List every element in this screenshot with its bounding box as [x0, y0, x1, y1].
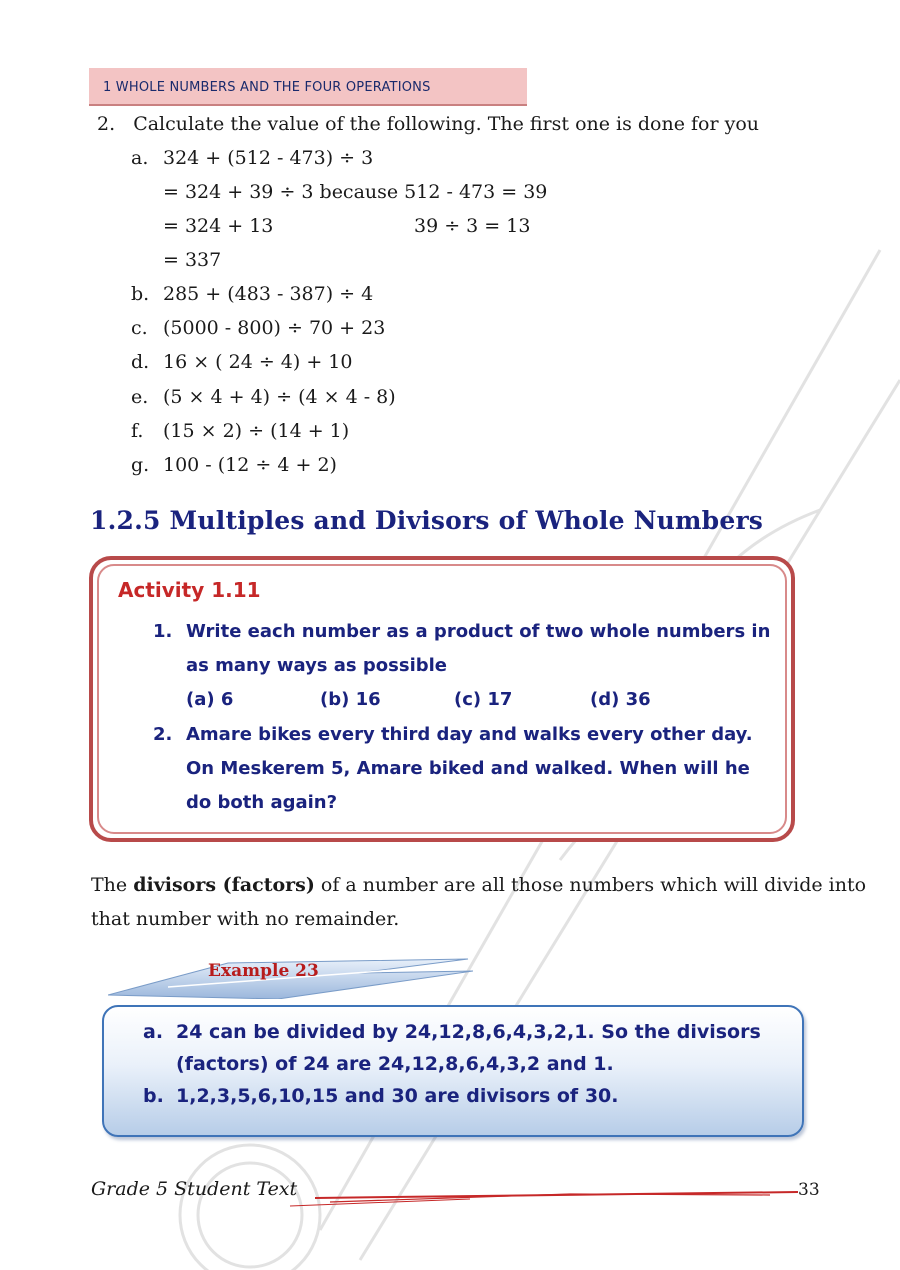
worked-step-3: = 337	[163, 249, 222, 271]
activity-title: Activity 1.11	[118, 578, 261, 602]
example-item-a-line-2: (factors) of 24 are 24,12,8,6,4,3,2 and 1.	[176, 1053, 614, 1075]
activity-option-c: (c) 17	[454, 689, 513, 710]
item-e	[131, 386, 396, 408]
worked-step-2-note: 39 ÷ 3 = 13	[414, 215, 531, 237]
question-number: 2.	[97, 113, 116, 135]
item-b	[131, 283, 373, 305]
activity-question-2-number: 2.	[153, 724, 173, 745]
item-c	[131, 317, 385, 339]
section-title: 1.2.5 Multiples and Divisors of Whole Numbers	[90, 506, 764, 535]
question-prompt: Calculate the value of the following. The first one is done for you	[133, 113, 760, 135]
question-2	[97, 113, 759, 135]
item-expression: 16 × ( 24 ÷ 4) + 10	[163, 351, 353, 373]
item-expression: (5000 - 800) ÷ 70 + 23	[163, 317, 386, 339]
activity-question-1-line-1: Write each number as a product of two whole numbers in	[186, 621, 771, 642]
example-item-b-line-1: 1,2,3,5,6,10,15 and 30 are divisors of 30.	[176, 1085, 619, 1107]
item-f	[131, 420, 349, 442]
item-expression: 324 + (512 - 473) ÷ 3	[163, 147, 374, 169]
item-label: e.	[131, 386, 149, 408]
example-item-a-line-1: 24 can be divided by 24,12,8,6,4,3,2,1. So the divisors	[176, 1021, 761, 1043]
activity-question-1-line-2: as many ways as possible	[186, 655, 448, 676]
chapter-header-text: 1 WHOLE NUMBERS AND THE FOUR OPERATIONS	[103, 80, 431, 95]
definition-pre: The	[91, 874, 134, 896]
item-label: d.	[131, 351, 150, 373]
item-label: a.	[131, 147, 149, 169]
activity-question-2-line-3: do both again?	[186, 792, 338, 813]
example-title: Example 23	[208, 961, 319, 981]
item-expression: (15 × 2) ÷ (14 + 1)	[163, 420, 350, 442]
worked-step-2: = 324 + 13	[163, 215, 274, 237]
item-expression: 100 - (12 ÷ 4 + 2)	[163, 454, 337, 476]
definition-line-1	[91, 868, 866, 902]
activity-question-2-line-1: Amare bikes every third day and walks every other day.	[186, 724, 753, 745]
definition-post: of a number are all those numbers which will divide into	[314, 874, 867, 896]
item-label: c.	[131, 317, 148, 339]
activity-question-2-line-2: On Meskerem 5, Amare biked and walked. When will he	[186, 758, 750, 779]
footer-decorative-line	[270, 1180, 800, 1208]
activity-question-1-number: 1.	[153, 621, 173, 642]
example-item-a-label: a.	[143, 1021, 164, 1043]
footer-book-title: Grade 5 Student Text	[91, 1178, 298, 1200]
definition-line-2: that number with no remainder.	[91, 908, 400, 930]
item-label: b.	[131, 283, 150, 305]
activity-option-b: (b) 16	[320, 689, 381, 710]
page-number: 33	[798, 1180, 820, 1200]
example-item-b-label: b.	[143, 1085, 164, 1107]
item-expression: 285 + (483 - 387) ÷ 4	[163, 283, 374, 305]
item-label: g.	[131, 454, 150, 476]
activity-option-a: (a) 6	[186, 689, 234, 710]
item-label: f.	[131, 420, 144, 442]
worked-step-1: = 324 + 39 ÷ 3 because 512 - 473 = 39	[163, 181, 548, 203]
item-expression: (5 × 4 + 4) ÷ (4 × 4 - 8)	[163, 386, 396, 408]
definition-term: divisors (factors)	[133, 874, 315, 896]
item-d	[131, 351, 352, 373]
chapter-header	[89, 68, 527, 106]
item-a	[131, 147, 373, 169]
item-g	[131, 454, 337, 476]
activity-option-d: (d) 36	[590, 689, 651, 710]
